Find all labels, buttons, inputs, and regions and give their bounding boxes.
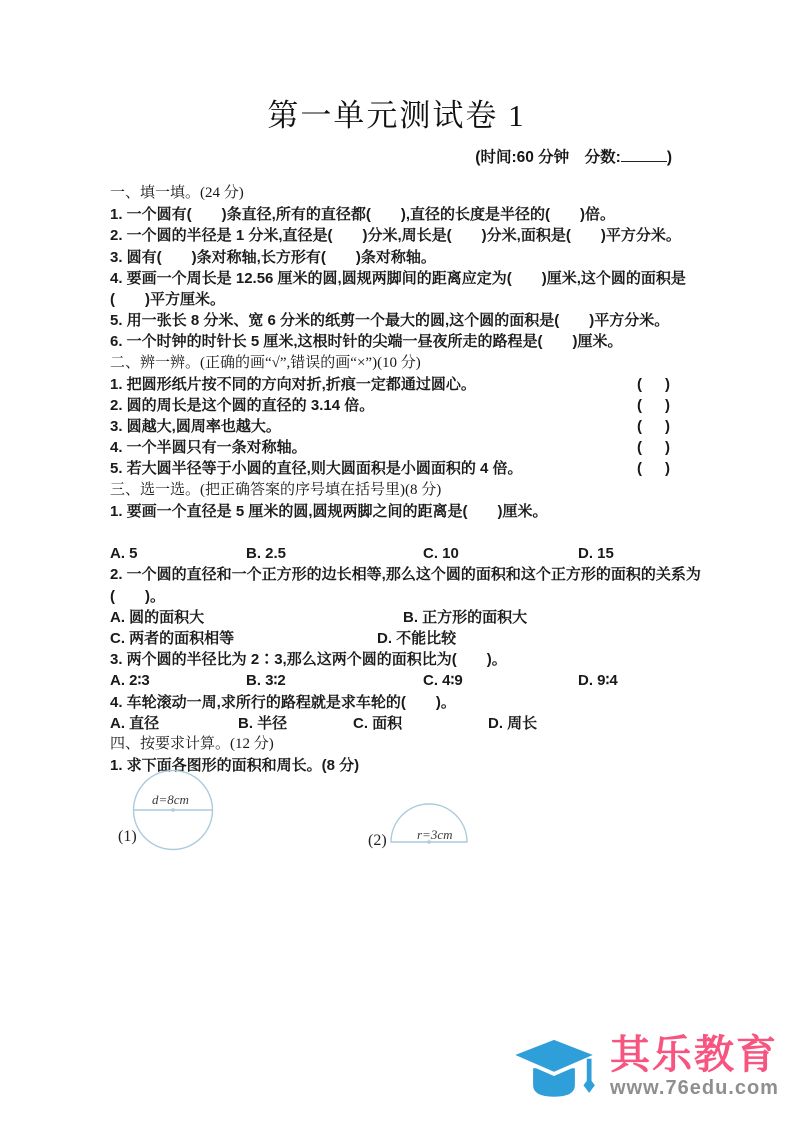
section3-heading: 三、选一选。(把正确答案的序号填在括号里)(8 分) <box>110 481 442 498</box>
choice-q1-option-c: C. 10 <box>423 545 459 563</box>
spacer-line <box>110 522 690 543</box>
brand-website: www.76edu.com <box>610 1077 779 1099</box>
choice-q1-option-a: A. 5 <box>110 545 138 563</box>
tf-item-5-text: 5. 若大圆半径等于小圆的直径,则大圆面积是小圆面积的 4 倍。 <box>110 460 523 478</box>
choice-q2-options-cd <box>110 628 690 649</box>
tf-item-4 <box>110 437 690 458</box>
choice-q3-text: 3. 两个圆的半径比为 2∶3,那么这两个圆的面积比为( )。 <box>110 651 507 669</box>
tf-item-4-answer-parens: ( ) <box>637 439 674 457</box>
semicircle-figure <box>389 801 469 847</box>
choice-q1-option-b: B. 2.5 <box>246 545 287 563</box>
fill-item-2: 2. 一个圆的半径是 1 分米,直径是( )分米,周长是( )分米,面积是( )平方分米。 <box>110 227 681 245</box>
choice-q2-options-ab <box>110 607 690 628</box>
tf-item-3-text: 3. 圆越大,圆周率也越大。 <box>110 418 281 436</box>
choice-q3-option-a: A. 2∶3 <box>110 672 150 690</box>
section2-heading: 二、辨一辨。(正确的画“√”,错误的画“×”)(10 分) <box>110 354 421 371</box>
circle-diameter-label: d=8cm <box>152 792 189 808</box>
paper-meta <box>475 145 672 167</box>
tf-item-3 <box>110 416 690 437</box>
choice-q1-text: 1. 要画一个直径是 5 厘米的圆,圆规两脚之间的距离是( )厘米。 <box>110 502 548 520</box>
figure-2-label: (2) <box>368 832 387 850</box>
choice-q4-text: 4. 车轮滚动一周,求所行的路程就是求车轮的( )。 <box>110 693 456 711</box>
brand-logo <box>506 1034 791 1116</box>
section4-subheading: 1. 求下面各图形的面积和周长。(8 分) <box>110 757 360 775</box>
tf-item-5-answer-parens: ( ) <box>637 460 674 478</box>
choice-q3-option-b: B. 3∶2 <box>246 672 286 690</box>
choice-q4-option-c: C. 面积 <box>353 714 403 732</box>
tf-item-1-answer-parens: ( ) <box>637 375 674 393</box>
brand-name: 其乐教育 <box>610 1033 778 1077</box>
circle-figure <box>131 768 215 852</box>
choice-q2-option-a: A. 圆的面积大 <box>110 608 205 626</box>
choice-q2-option-c: C. 两者的面积相等 <box>110 629 235 647</box>
choice-q2-option-b: B. 正方形的面积大 <box>403 608 528 626</box>
meta-suffix: ) <box>666 149 672 166</box>
tf-item-4-text: 4. 一个半圆只有一条对称轴。 <box>110 439 307 457</box>
tf-item-2-text: 2. 圆的周长是这个圆的直径的 3.14 倍。 <box>110 396 375 414</box>
fill-item-5: 5. 用一张长 8 分米、宽 6 分米的纸剪一个最大的圆,这个圆的面积是( )平方分米。 <box>110 312 670 330</box>
tf-item-5 <box>110 458 690 479</box>
choice-q2-option-d: D. 不能比较 <box>377 629 457 647</box>
choice-q2-text-line1: 2. 一个圆的直径和一个正方形的边长相等,那么这个圆的面积和这个正方形的面积的关系为 <box>110 566 701 584</box>
circle-center-dot <box>171 808 175 812</box>
choice-q2-text-line2: ( )。 <box>110 587 165 605</box>
fill-item-3: 3. 圆有( )条对称轴,长方形有( )条对称轴。 <box>110 248 436 266</box>
tf-item-2 <box>110 395 690 416</box>
tf-item-3-answer-parens: ( ) <box>637 418 674 436</box>
choice-q4-option-d: D. 周长 <box>488 714 538 732</box>
tf-item-2-answer-parens: ( ) <box>637 396 674 414</box>
page-title: 第一单元测试卷 1 <box>267 98 526 133</box>
section4-heading: 四、按要求计算。(12 分) <box>110 735 274 752</box>
fill-item-1: 1. 一个圆有( )条直径,所有的直径都( ),直径的长度是半径的( )倍。 <box>110 206 615 224</box>
semicircle-radius-label: r=3cm <box>417 827 453 843</box>
fill-item-6: 6. 一个时钟的时针长 5 厘米,这根时针的尖端一昼夜所走的路程是( )厘米。 <box>110 333 623 351</box>
paper-body <box>110 183 701 896</box>
geometry-figures <box>110 776 690 896</box>
choice-q4-options <box>110 713 690 734</box>
choice-q4-option-b: B. 半径 <box>238 714 288 732</box>
meta-prefix: (时间:60 分钟 分数: <box>475 149 621 166</box>
fill-item-4-line1: 4. 要画一个周长是 12.56 厘米的圆,圆规两脚间的距离应定为( )厘米,这个圆的面积是 <box>110 269 686 287</box>
choice-q1-options <box>110 543 690 564</box>
figure-1-label: (1) <box>118 828 137 846</box>
brand-text-block <box>610 1034 779 1099</box>
tf-item-1 <box>110 374 690 395</box>
score-blank-line <box>621 147 667 162</box>
choice-q1-option-d: D. 15 <box>578 545 614 563</box>
graduation-cap-icon <box>506 1034 602 1110</box>
choice-q3-option-c: C. 4∶9 <box>423 672 463 690</box>
section1-heading: 一、填一填。(24 分) <box>110 185 244 201</box>
tf-item-1-text: 1. 把圆形纸片按不同的方向对折,折痕一定都通过圆心。 <box>110 375 476 393</box>
choice-q3-options <box>110 670 690 691</box>
fill-item-4-line2: ( )平方厘米。 <box>110 290 225 308</box>
choice-q4-option-a: A. 直径 <box>110 714 160 732</box>
choice-q3-option-d: D. 9∶4 <box>578 672 618 690</box>
